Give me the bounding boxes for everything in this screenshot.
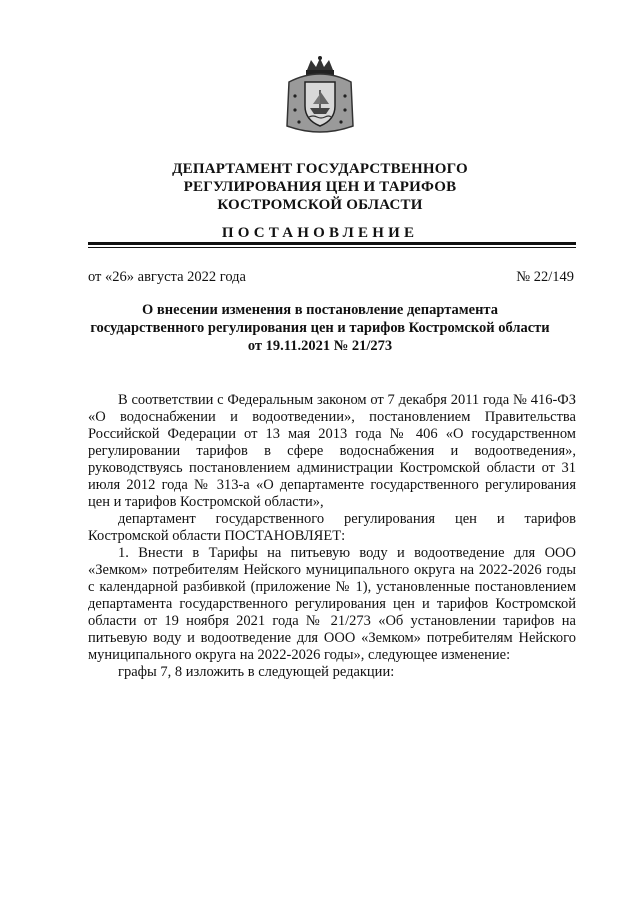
document-type: ПОСТАНОВЛЕНИЕ (221, 225, 419, 241)
document-body (88, 392, 576, 681)
body-paragraph-2: департамент государственного регулирования цен и тарифов Костромской области ПОСТАНОВЛЯЕТ: (88, 511, 576, 544)
header-line-1: ДЕПАРТАМЕНТ ГОСУДАРСТВЕННОГО (172, 161, 468, 177)
department-header (0, 160, 640, 214)
title-line-1: О внесении изменения в постановление департамента (142, 302, 498, 318)
document-title (60, 301, 580, 355)
header-divider-thick (88, 242, 576, 245)
body-paragraph-3: 1. Внести в Тарифы на питьевую воду и водоотведение для ООО «Земком» потребителям Нейского муниципального округа на 2022-2026 годы с календарной разбивкой (приложение № 1), установленные постановлением департамента государственного регулирования цен и тарифов Костромской области от 19 ноября 2021 года № 21/273 «Об установлении тарифов на питьевую воду и водоотведение для ООО «Земком» потребителям Нейского муниципального округа на 2022-2026 годы», следующее изменение: (88, 545, 576, 663)
body-paragraph-4: графы 7, 8 изложить в следующей редакции: (118, 664, 395, 680)
header-line-3: КОСТРОМСКОЙ ОБЛАСТИ (217, 197, 423, 213)
document-number: № 22/149 (516, 269, 574, 285)
document-date: от «26» августа 2022 года (88, 269, 246, 285)
coat-of-arms-icon (283, 56, 357, 138)
title-line-2: государственного регулирования цен и тарифов Костромской области (90, 320, 550, 336)
header-line-2: РЕГУЛИРОВАНИЯ ЦЕН И ТАРИФОВ (183, 179, 457, 195)
header-divider-thin (88, 247, 576, 248)
title-line-3: от 19.11.2021 № 21/273 (247, 338, 393, 354)
body-paragraph-1: В соответствии с Федеральным законом от 7 декабря 2011 года № 416-ФЗ «О водоснабжении и водоотведении», постановлением Правительства Российской Федерации от 13 мая 2013 года № 406 «О государственном регулировании тарифов в сфере водоснабжения и водоотведения», руководствуясь постановлением администрации Костромской области от 31 июля 2012 года № 313-а «О департаменте государственного регулирования цен и тарифов Костромской области», (88, 392, 576, 510)
